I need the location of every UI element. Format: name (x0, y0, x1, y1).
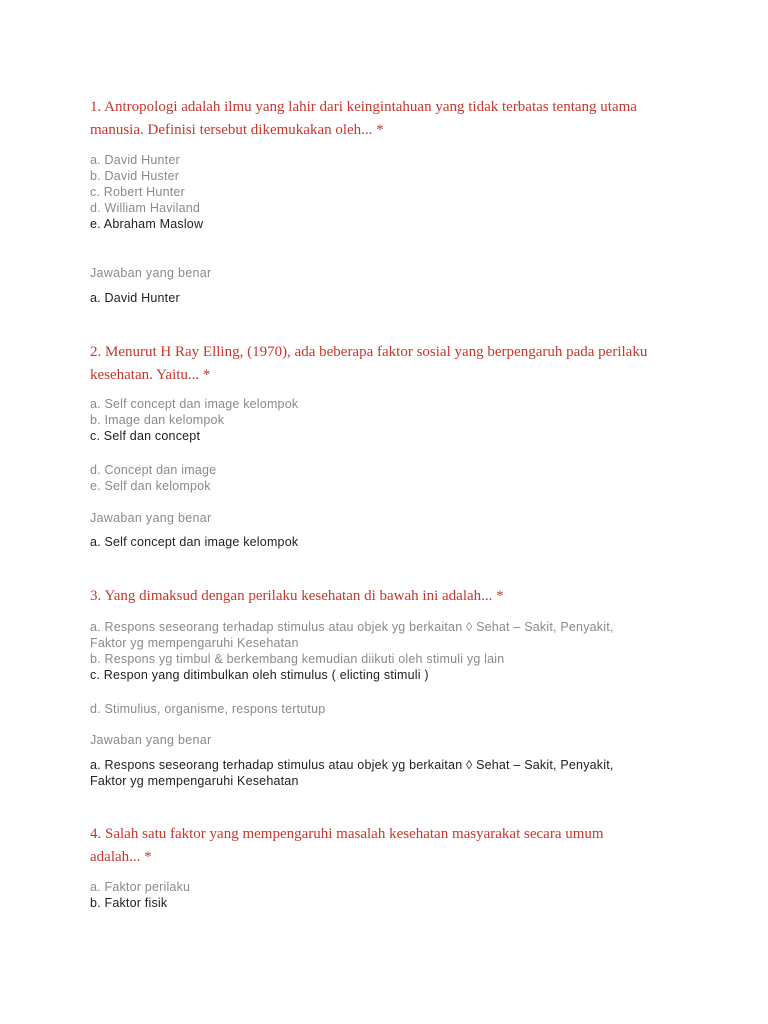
option-2c[interactable]: c. Self dan concept (90, 429, 201, 443)
question-3-options (90, 619, 650, 717)
answer-1: a. David Hunter (90, 291, 180, 305)
answer-3: a. Respons seseorang terhadap stimulus atau objek yg berkaitan ◊ Sehat – Sakit, Penyakit, Faktor yg mempengaruhi Kesehatan (90, 758, 614, 788)
option-1d[interactable]: d. William Haviland (90, 201, 201, 215)
question-2-options (90, 396, 690, 494)
question-1-options (90, 152, 690, 232)
option-3c[interactable]: c. Respon yang ditimbulkan oleh stimulus ( elicting stimuli ) (90, 668, 429, 682)
question-4-text: 4. Salah satu faktor yang mempengaruhi masalah kesehatan masyarakat secara umum adalah... * (90, 826, 604, 865)
option-1c[interactable]: c. Robert Hunter (90, 185, 185, 199)
option-4b[interactable]: b. Faktor fisik (90, 896, 168, 910)
option-3d[interactable]: d. Stimulius, organisme, respons tertutup (90, 702, 326, 716)
option-1a[interactable]: a. David Hunter (90, 153, 180, 167)
question-3-text: 3. Yang dimaksud dengan perilaku kesehatan di bawah ini adalah... * (90, 588, 504, 604)
answer-label-1: Jawaban yang benar (90, 266, 212, 280)
question-1-text: 1. Antropologi adalah ilmu yang lahir dari keingintahuan yang tidak terbatas tentang utama manusia. Definisi tersebut dikemukakan oleh... * (90, 99, 637, 138)
question-4-options (90, 879, 690, 911)
option-2b[interactable]: b. Image dan kelompok (90, 413, 225, 427)
question-2-text: 2. Menurut H Ray Elling, (1970), ada beberapa faktor sosial yang berpengaruh pada perilaku kesehatan. Yaitu... * (90, 344, 648, 383)
option-3a[interactable]: a. Respons seseorang terhadap stimulus atau objek yg berkaitan ◊ Sehat – Sakit, Penyakit, Faktor yg mempengaruhi Kesehatan (90, 620, 614, 650)
option-2d[interactable]: d. Concept dan image (90, 463, 217, 477)
answer-2: a. Self concept dan image kelompok (90, 535, 299, 549)
option-2a[interactable]: a. Self concept dan image kelompok (90, 397, 299, 411)
option-1b[interactable]: b. David Huster (90, 169, 180, 183)
answer-label-3: Jawaban yang benar (90, 733, 212, 747)
option-3b[interactable]: b. Respons yg timbul & berkembang kemudian diikuti oleh stimuli yg lain (90, 652, 505, 666)
answer-label-2: Jawaban yang benar (90, 511, 212, 525)
option-4a[interactable]: a. Faktor perilaku (90, 880, 191, 894)
option-2e[interactable]: e. Self dan kelompok (90, 479, 211, 493)
option-1e[interactable]: e. Abraham Maslow (90, 217, 204, 231)
